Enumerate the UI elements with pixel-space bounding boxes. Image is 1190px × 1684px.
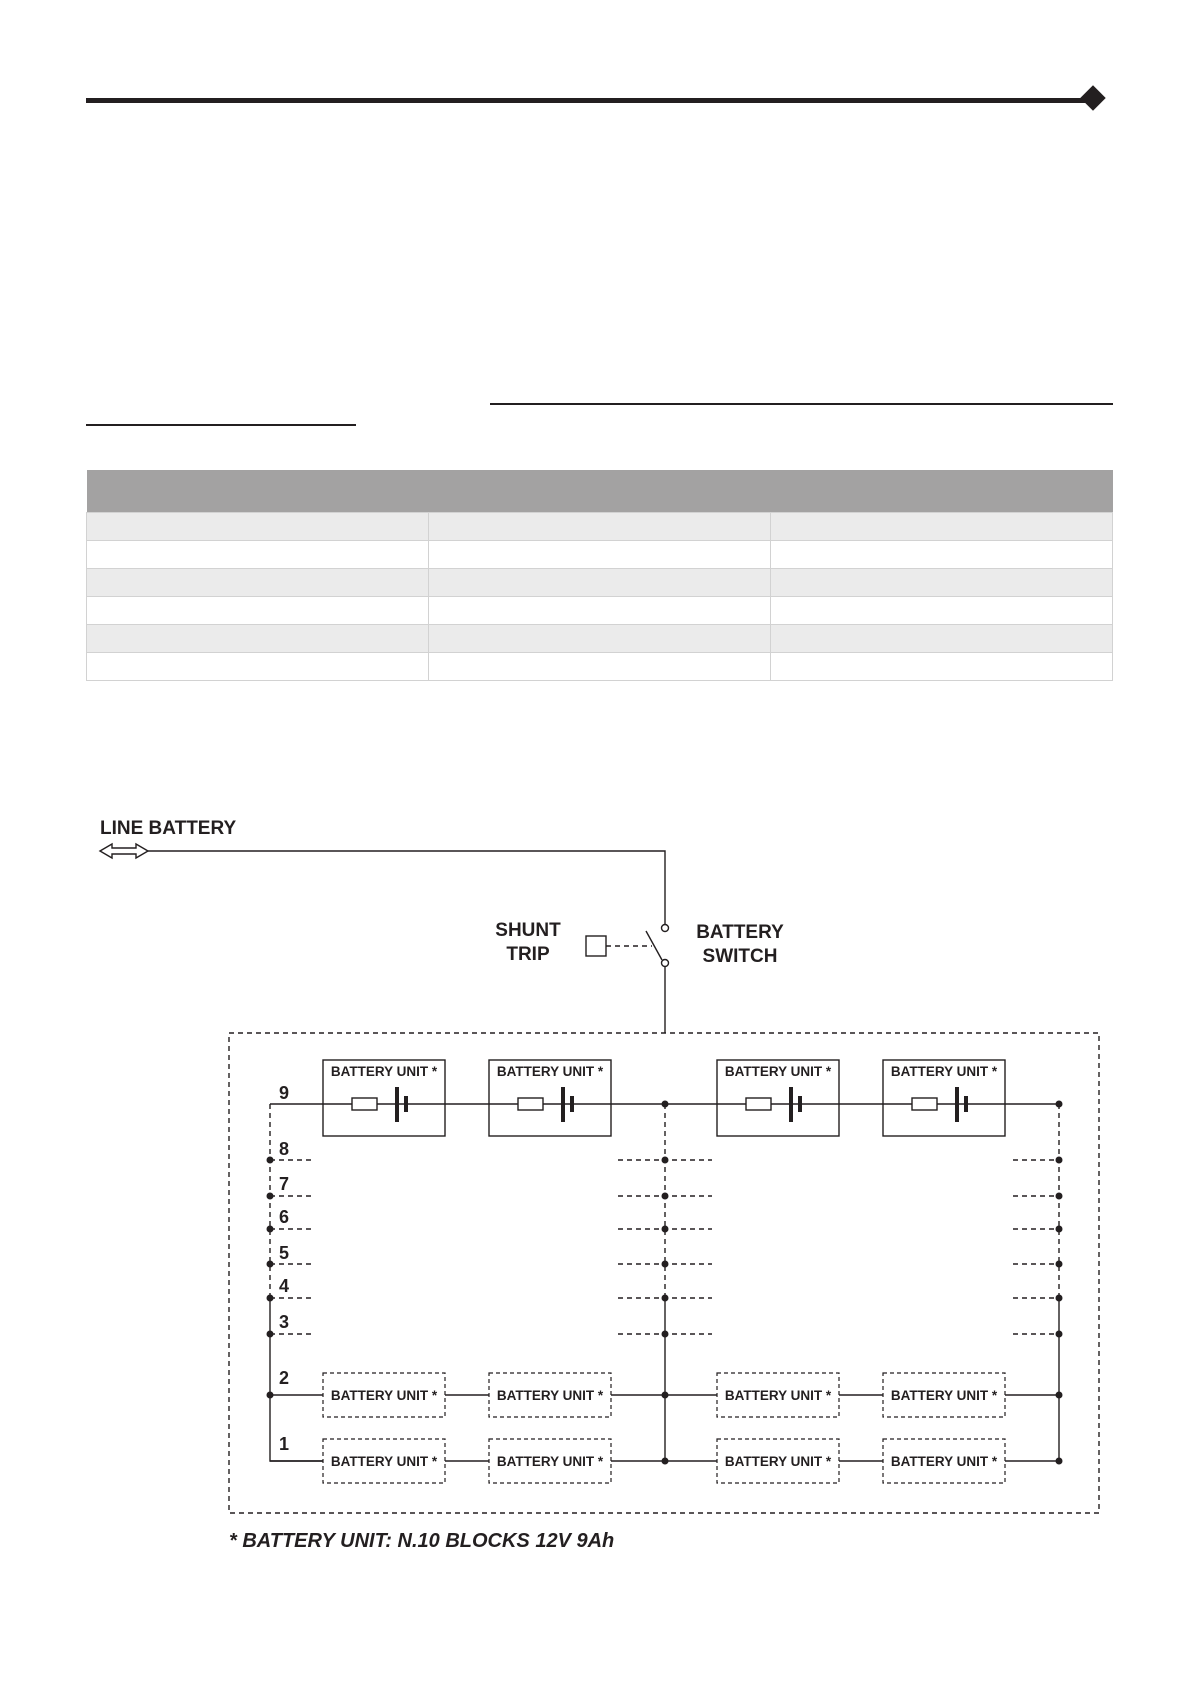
- battery-unit: [717, 1439, 839, 1483]
- battery-unit: [323, 1373, 445, 1417]
- header-cell: [771, 470, 1113, 513]
- battery-unit-label: BATTERY UNIT *: [724, 1454, 832, 1469]
- battery-unit: [883, 1439, 1005, 1483]
- battery-unit: [489, 1373, 611, 1417]
- table-row: [87, 597, 1113, 625]
- line-battery-wire: [148, 851, 665, 924]
- table-cell: [429, 653, 771, 681]
- battery-unit-label: BATTERY UNIT *: [330, 1454, 438, 1469]
- table-row: [87, 653, 1113, 681]
- battery-unit-row-9: [323, 1060, 1005, 1136]
- string-number: 9: [279, 1083, 290, 1103]
- battery-wiring-diagram: [0, 800, 1190, 1520]
- table-row: [87, 569, 1113, 597]
- table-cell: [87, 597, 429, 625]
- battery-unit-label: BATTERY UNIT *: [330, 1388, 438, 1403]
- battery-unit: [489, 1060, 611, 1136]
- string-number: 1: [279, 1434, 290, 1454]
- switch-contact-top: [662, 925, 669, 932]
- header-cell: [87, 470, 429, 513]
- spec-table: [86, 470, 1113, 681]
- string-number: 4: [279, 1276, 290, 1296]
- string-number: 3: [279, 1312, 290, 1332]
- fuse-icon: [518, 1098, 543, 1110]
- battery-unit-label: BATTERY UNIT *: [890, 1454, 998, 1469]
- battery-unit-label: BATTERY UNIT *: [496, 1388, 604, 1403]
- header-cell: [429, 470, 771, 513]
- fuse-icon: [912, 1098, 937, 1110]
- table-cell: [87, 541, 429, 569]
- string-number: 2: [279, 1368, 290, 1388]
- battery-unit-label: BATTERY UNIT *: [496, 1454, 604, 1469]
- string-number: 8: [279, 1139, 290, 1159]
- fuse-icon: [746, 1098, 771, 1110]
- table-cell: [429, 569, 771, 597]
- string-number: 5: [279, 1243, 290, 1263]
- table-cell: [429, 597, 771, 625]
- header-rule-diamond: [1080, 85, 1105, 110]
- table-row: [87, 513, 1113, 541]
- text-underline: [86, 424, 356, 426]
- double-arrow-icon: [100, 844, 148, 858]
- shunt-trip-label-line2: TRIP: [506, 944, 550, 965]
- battery-unit: [323, 1060, 445, 1136]
- battery-switch-label-line2: SWITCH: [702, 946, 778, 967]
- table-cell: [429, 541, 771, 569]
- table-cell: [771, 597, 1113, 625]
- table-cell: [771, 513, 1113, 541]
- battery-unit: [883, 1373, 1005, 1417]
- battery-unit: [717, 1060, 839, 1136]
- table-cell: [87, 513, 429, 541]
- table-row: [87, 541, 1113, 569]
- switch-blade: [646, 931, 662, 960]
- string-numbers: [279, 1083, 289, 1454]
- battery-unit-label: BATTERY UNIT *: [496, 1064, 604, 1079]
- table-cell: [771, 653, 1113, 681]
- battery-unit: [489, 1439, 611, 1483]
- string-number: 6: [279, 1207, 290, 1227]
- shunt-trip-box: [586, 936, 606, 956]
- table-cell: [771, 541, 1113, 569]
- table-cell: [87, 625, 429, 653]
- spec-table-header: [87, 470, 1113, 513]
- battery-switch-label-line1: BATTERY: [696, 922, 784, 943]
- battery-unit: [717, 1373, 839, 1417]
- battery-unit-label: BATTERY UNIT *: [890, 1388, 998, 1403]
- battery-unit: [323, 1439, 445, 1483]
- text-underline: [490, 403, 1113, 405]
- table-cell: [87, 653, 429, 681]
- string-number: 7: [279, 1174, 290, 1194]
- battery-unit: [883, 1060, 1005, 1136]
- header-rule: [86, 98, 1096, 103]
- fuse-icon: [352, 1098, 377, 1110]
- battery-unit-label: BATTERY UNIT *: [724, 1064, 832, 1079]
- table-row: [87, 625, 1113, 653]
- battery-unit-label: BATTERY UNIT *: [890, 1064, 998, 1079]
- table-cell: [771, 625, 1113, 653]
- battery-unit-label: BATTERY UNIT *: [330, 1064, 438, 1079]
- table-cell: [429, 513, 771, 541]
- battery-unit-label: BATTERY UNIT *: [724, 1388, 832, 1403]
- switch-contact-bottom: [662, 960, 669, 967]
- battery-unit-footnote: * BATTERY UNIT: N.10 BLOCKS 12V 9Ah: [229, 1530, 615, 1552]
- table-cell: [87, 569, 429, 597]
- table-cell: [771, 569, 1113, 597]
- left-bus-solid: [270, 1300, 323, 1461]
- shunt-trip-label-line1: SHUNT: [495, 920, 561, 941]
- line-battery-label: LINE BATTERY: [100, 818, 237, 839]
- table-cell: [429, 625, 771, 653]
